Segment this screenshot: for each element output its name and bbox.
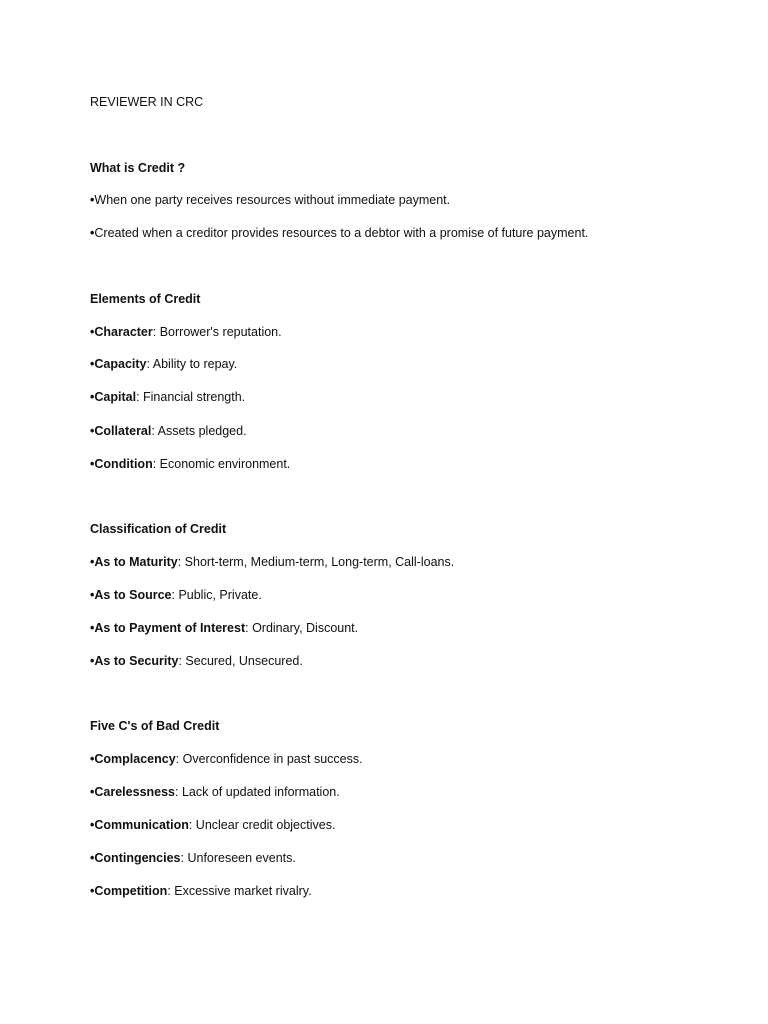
bullet: • [90, 752, 95, 766]
list-item [90, 653, 303, 669]
list-item [90, 324, 282, 340]
bullet: • [90, 193, 95, 207]
bullet: • [90, 785, 95, 799]
item-desc: : Economic environment. [152, 457, 291, 471]
item-desc: : Borrower's reputation. [152, 325, 282, 339]
item-term: Collateral [94, 424, 152, 438]
bullet: • [90, 884, 95, 898]
item-term: As to Source [94, 588, 172, 602]
item-desc: : Unforeseen events. [180, 851, 296, 865]
item-term: Condition [94, 457, 153, 471]
list-item [90, 883, 312, 899]
item-desc: : Public, Private. [171, 588, 262, 602]
bullet: • [90, 621, 95, 635]
item-desc: : Assets pledged. [151, 424, 247, 438]
item-desc: : Short-term, Medium-term, Long-term, Call-loans. [177, 555, 455, 569]
item-term: Complacency [94, 752, 176, 766]
item-desc: : Lack of updated information. [175, 785, 340, 799]
bullet: • [90, 851, 95, 865]
item-desc: : Ability to repay. [146, 357, 238, 371]
item-term: Competition [94, 884, 168, 898]
item-term: As to Maturity [94, 555, 178, 569]
item-desc: : Excessive market rivalry. [167, 884, 312, 898]
bullet: • [90, 654, 95, 668]
item-term: Character [94, 325, 153, 339]
list-item [90, 554, 454, 570]
list-item [90, 225, 588, 241]
item-term: Communication [94, 818, 189, 832]
bullet: • [90, 457, 95, 471]
list-item [90, 587, 262, 603]
list-item [90, 456, 290, 472]
bullet: • [90, 424, 95, 438]
item-term: Carelessness [94, 785, 176, 799]
bullet: • [90, 588, 95, 602]
bullet: • [90, 555, 95, 569]
bullet: • [90, 390, 95, 404]
list-item [90, 423, 247, 439]
section-heading-five-cs-of-bad-credit: Five C's of Bad Credit [90, 719, 220, 733]
list-item [90, 850, 296, 866]
item-term: As to Payment of Interest [94, 621, 246, 635]
list-item [90, 356, 237, 372]
item-text: Created when a creditor provides resources to a debtor with a promise of future payment. [94, 226, 589, 240]
document-title: REVIEWER IN CRC [90, 95, 204, 109]
bullet: • [90, 325, 95, 339]
section-heading-elements-of-credit: Elements of Credit [90, 292, 201, 306]
item-desc: : Ordinary, Discount. [245, 621, 359, 635]
bullet: • [90, 226, 95, 240]
section-heading-what-is-credit: What is Credit ? [90, 161, 186, 175]
item-text: When one party receives resources without immediate payment. [94, 193, 451, 207]
list-item [90, 620, 358, 636]
item-desc: : Unclear credit objectives. [188, 818, 336, 832]
bullet: • [90, 357, 95, 371]
item-term: Capital [94, 390, 137, 404]
list-item [90, 751, 363, 767]
section-heading-classification-of-credit: Classification of Credit [90, 522, 227, 536]
list-item [90, 389, 245, 405]
list-item [90, 784, 340, 800]
item-desc: : Overconfidence in past success. [175, 752, 363, 766]
bullet: • [90, 818, 95, 832]
list-item [90, 817, 335, 833]
item-desc: : Secured, Unsecured. [178, 654, 303, 668]
item-term: Contingencies [94, 851, 181, 865]
list-item [90, 192, 450, 208]
item-desc: : Financial strength. [136, 390, 246, 404]
item-term: As to Security [94, 654, 179, 668]
item-term: Capacity [94, 357, 147, 371]
